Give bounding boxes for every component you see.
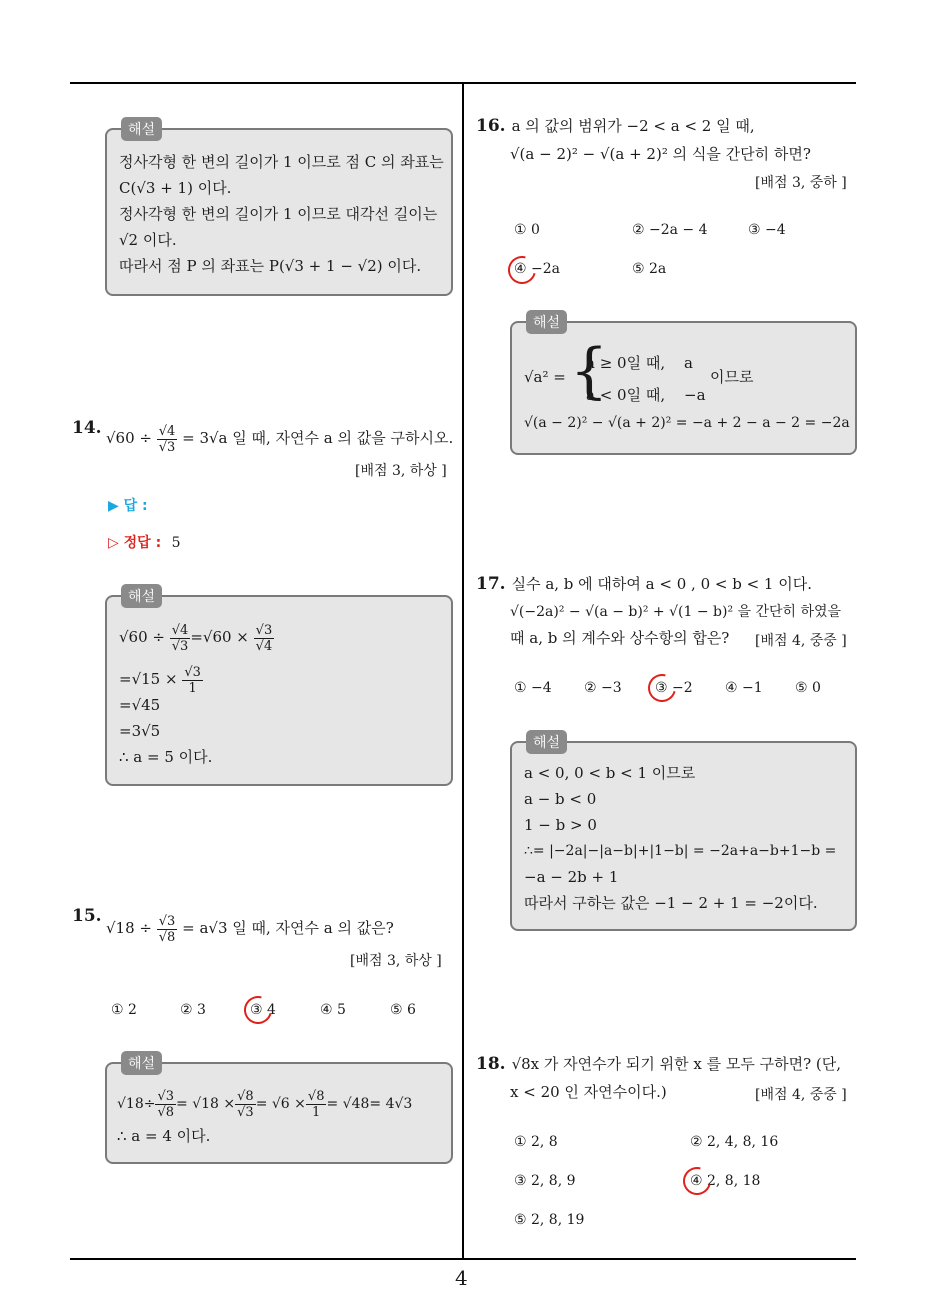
question-18-line-2: x < 20 인 자연수이다.) — [510, 1083, 667, 1101]
question-17-line-3: 때 a, b 의 계수와 상수항의 합은? — [510, 629, 730, 647]
q14-sol-row-5: ∴ a = 5 이다. — [119, 748, 213, 766]
q14-sol-row-1 — [119, 617, 274, 657]
solution-tag: 해설 — [121, 117, 162, 141]
q17-sol-line-1: a < 0, 0 < b < 1 이므로 — [524, 764, 696, 782]
solution-tag: 해설 — [121, 584, 162, 608]
question-15-points: [배점 3, 하상 ] — [350, 953, 442, 969]
frac-numerator: √8 — [307, 1088, 325, 1104]
answer-circle-mark — [643, 669, 681, 707]
solution-tag: 해설 — [526, 310, 567, 334]
frac-denominator: √8 — [158, 929, 176, 945]
sol-text: √60 ÷ — [119, 628, 165, 646]
prev-solution-line-4: √2 이다. — [119, 231, 177, 249]
question-number — [72, 906, 108, 926]
frac-denominator: √3 — [171, 638, 189, 654]
frac-denominator: √4 — [255, 638, 273, 654]
q17-choice-1[interactable]: ① −4 — [514, 680, 552, 696]
q17-sol-line-4: ∴= |−2a|−|a−b|+|1−b| = −2a+a−b+1−b = — [524, 843, 837, 859]
expr-right: = 3√a 일 때, 자연수 a 의 값을 구하시오. — [182, 429, 454, 447]
q14-sol-row-2 — [119, 659, 203, 699]
correct-value: 5 — [171, 535, 181, 551]
q17-sol-line-5: −a − 2b + 1 — [524, 868, 619, 886]
answer-label: ▶ 답 : — [108, 498, 148, 514]
q16-sol-lhs: √a² = — [524, 368, 566, 386]
q16-choice-5[interactable]: ⑤ 2a — [632, 261, 667, 277]
q16-sol-case-2: a < 0일 때, — [586, 386, 666, 404]
question-14-expression — [106, 418, 453, 458]
frac-denominator: 1 — [188, 680, 197, 696]
q17-sol-line-3: 1 − b > 0 — [524, 816, 597, 834]
frac-numerator: √4 — [171, 622, 189, 638]
page-number: 4 — [455, 1266, 468, 1290]
question-number: 17. — [476, 574, 506, 594]
frac-numerator: √3 — [255, 622, 273, 638]
fraction — [157, 424, 178, 455]
q17-sol-line-6: 따라서 구하는 값은 −1 − 2 + 1 = −2이다. — [524, 894, 818, 912]
q16-sol-last: √(a − 2)² − √(a + 2)² = −a + 2 − a − 2 = −2a — [524, 415, 850, 431]
q17-choice-5[interactable]: ⑤ 0 — [795, 680, 821, 696]
q14-sol-row-3: =√45 — [119, 696, 161, 714]
fraction — [182, 665, 203, 696]
question-16-line-2: √(a − 2)² − √(a + 2)² 의 식을 간단히 하면? — [510, 145, 811, 163]
q14-sol-row-4: =3√5 — [119, 722, 161, 740]
solution-tag: 해설 — [121, 1051, 162, 1075]
frac-denominator: 1 — [312, 1104, 321, 1120]
answer-circle-mark — [503, 251, 541, 289]
q17-choice-3[interactable]: ③ −2 — [655, 680, 693, 696]
prev-solution-line-3: 정사각형 한 변의 길이가 1 이므로 대각선 길이는 — [119, 205, 438, 223]
fraction — [235, 1089, 256, 1120]
solution-tag: 해설 — [526, 730, 567, 754]
q17-sol-line-2: a − b < 0 — [524, 790, 597, 808]
q16-solution-box — [510, 315, 857, 455]
question-17-line-1 — [476, 574, 812, 594]
q17-choice-4[interactable]: ④ −1 — [725, 680, 763, 696]
q15-choice-4[interactable]: ④ 5 — [320, 1002, 346, 1018]
q15-sol-row-1 — [117, 1084, 412, 1124]
frac-numerator: √3 — [184, 664, 201, 680]
question-text: 실수 a, b 에 대하여 a < 0 , 0 < b < 1 이다. — [511, 575, 812, 593]
expr-left: √18 ÷ — [106, 919, 152, 937]
expr-left: √60 ÷ — [106, 429, 152, 447]
fraction — [254, 623, 275, 654]
q15-choice-1[interactable]: ① 2 — [111, 1002, 137, 1018]
frac-denominator: √3 — [237, 1104, 254, 1120]
q15-solution-box — [105, 1056, 453, 1164]
bottom-rule — [70, 1258, 856, 1260]
prev-solution-line-5: 따라서 점 P 의 좌표는 P(√3 + 1 − √2) 이다. — [119, 257, 422, 275]
prev-solution-line-1: 정사각형 한 변의 길이가 1 이므로 점 C 의 좌표는 — [119, 153, 444, 171]
frac-numerator: √4 — [158, 423, 176, 439]
frac-numerator: √3 — [158, 913, 176, 929]
question-number: 14. — [72, 418, 102, 438]
q18-choice-3[interactable]: ③ 2, 8, 9 — [514, 1173, 576, 1189]
prev-solution-line-2: C(√3 + 1) 이다. — [119, 179, 232, 197]
q16-choice-1[interactable]: ① 0 — [514, 222, 540, 238]
frac-numerator: √8 — [237, 1088, 254, 1104]
correct-answer — [108, 532, 181, 552]
frac-numerator: √3 — [157, 1088, 175, 1104]
question-15-number: 15. — [72, 906, 102, 926]
sol-text: = √6 × — [255, 1096, 306, 1112]
sol-text: = √48= 4√3 — [326, 1096, 413, 1112]
question-14-stem — [72, 416, 108, 440]
q16-sol-value-1: a — [684, 354, 693, 372]
question-15-expression — [106, 908, 394, 948]
q14-solution-box — [105, 589, 453, 786]
sol-text: = √18 × — [176, 1096, 236, 1112]
q15-choice-2[interactable]: ② 3 — [180, 1002, 206, 1018]
q18-choice-5[interactable]: ⑤ 2, 8, 19 — [514, 1212, 585, 1228]
q16-choice-3[interactable]: ③ −4 — [748, 222, 786, 238]
question-17-line-2: √(−2a)² − √(a − b)² + √(1 − b)² 을 간단히 하였을 — [510, 604, 842, 620]
q15-sol-row-2: ∴ a = 4 이다. — [117, 1127, 211, 1145]
question-text: a 의 값의 범위가 −2 < a < 2 일 때, — [511, 117, 755, 135]
question-16-points: [배점 3, 중하 ] — [755, 175, 847, 191]
fraction — [155, 1089, 176, 1120]
answer-circle-mark — [239, 991, 277, 1029]
q18-choice-1[interactable]: ① 2, 8 — [514, 1134, 558, 1150]
question-text: √8x 가 자연수가 되기 위한 x 를 모두 구하면? (단, — [511, 1055, 842, 1073]
question-17-points: [배점 4, 중중 ] — [755, 633, 847, 649]
question-number: 18. — [476, 1054, 506, 1074]
correct-label: ▷ 정답 : — [108, 535, 162, 551]
answer-field[interactable] — [108, 495, 148, 515]
expr-right: = a√3 일 때, 자연수 a 의 값은? — [182, 919, 394, 937]
q16-choice-4[interactable]: ④ −2a — [514, 261, 560, 277]
q15-choice-5[interactable]: ⑤ 6 — [390, 1002, 416, 1018]
frac-denominator: √3 — [158, 439, 176, 455]
q17-solution-box — [510, 735, 857, 931]
fraction — [157, 914, 178, 945]
question-18-points: [배점 4, 중중 ] — [755, 1087, 847, 1103]
q15-choice-3[interactable]: ③ 4 — [250, 1002, 276, 1018]
sol-text: =√15 × — [119, 670, 178, 688]
q18-choice-4[interactable]: ④ 2, 8, 18 — [690, 1173, 761, 1189]
sol-text: =√60 × — [190, 628, 249, 646]
question-number: 16. — [476, 116, 506, 136]
answer-circle-mark — [678, 1162, 716, 1200]
question-16-line-1 — [476, 116, 755, 136]
frac-denominator: √8 — [157, 1104, 175, 1120]
fraction — [306, 1089, 327, 1120]
column-divider — [462, 84, 464, 1258]
fraction — [170, 623, 191, 654]
sol-text: √18÷ — [117, 1096, 156, 1112]
q16-choice-2[interactable]: ② −2a − 4 — [632, 222, 708, 238]
prev-solution-box — [105, 122, 453, 296]
q18-choice-2[interactable]: ② 2, 4, 8, 16 — [690, 1134, 779, 1150]
q16-sol-tail: 이므로 — [710, 368, 754, 386]
q16-sol-case-1: a ≥ 0일 때, — [586, 354, 666, 372]
question-18-line-1 — [476, 1054, 841, 1074]
q16-sol-value-2: −a — [684, 386, 706, 404]
question-14-points: [배점 3, 하상 ] — [355, 463, 447, 479]
left-brace: { — [570, 336, 609, 406]
q17-choice-2[interactable]: ② −3 — [584, 680, 622, 696]
